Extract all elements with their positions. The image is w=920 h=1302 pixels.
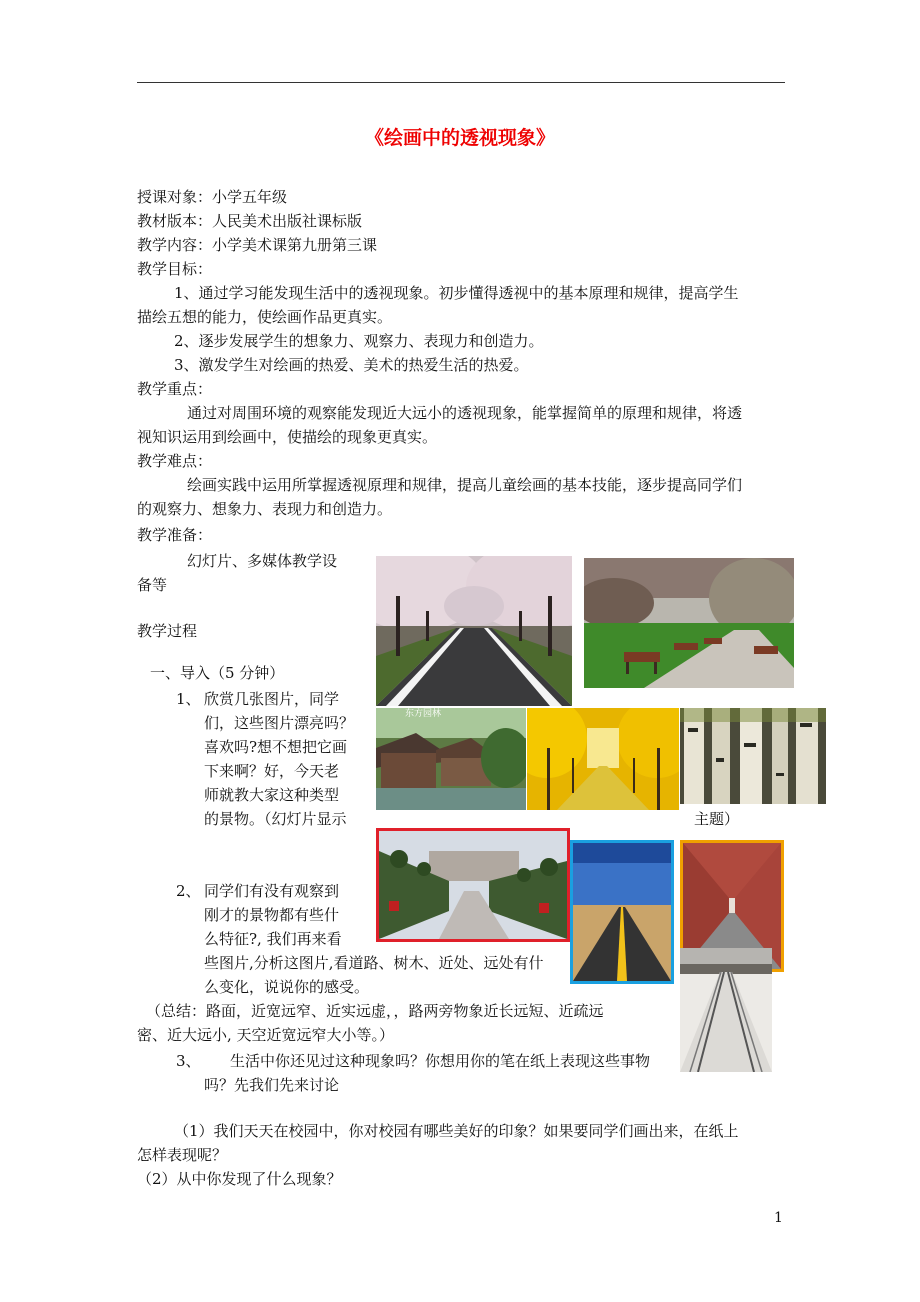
prep-line-2: 备等 — [137, 576, 168, 594]
info-audience: 授课对象：小学五年级 — [137, 188, 288, 206]
header-rule — [137, 82, 785, 83]
focus-line-1: 通过对周围环境的观察能发现近大远小的透视现象，能掌握简单的原理和规律，将透 — [187, 404, 743, 422]
prep-heading: 教学准备： — [137, 526, 213, 544]
summary-line-1: （总结：路面，近宽远窄、近实远虚，，路两旁物象近长远短、近疏远 — [146, 1002, 604, 1020]
process-heading: 教学过程 — [137, 622, 198, 640]
section-intro: 一、导入（5 分钟） — [150, 664, 285, 682]
step1-tail: 主题） — [694, 810, 740, 828]
goals-heading: 教学目标： — [137, 260, 213, 278]
photo-village — [376, 708, 526, 810]
step1-line: 欣赏几张图片，同学 — [204, 690, 340, 708]
prep-line-1: 幻灯片、多媒体教学设 — [187, 552, 338, 570]
step2-line: 些图片,分析这图片,看道路、树木、近处、远处有什 — [204, 954, 544, 972]
goal-1: 1、通过学习能发现生活中的透视现象。初步懂得透视中的基本原理和规律，提高学生 — [174, 284, 739, 302]
photo-birch-trunks — [680, 708, 826, 804]
photo-ginkgo-road — [527, 708, 679, 810]
photo-cherry-blossom-road — [376, 556, 572, 706]
page-number: 1 — [774, 1210, 783, 1226]
difficulty-line-1: 绘画实践中运用所掌握透视原理和规律，提高儿童绘画的基本技能，逐步提高同学们 — [187, 476, 743, 494]
focus-line-2: 视知识运用到绘画中，使描绘的现象更真实。 — [137, 428, 438, 446]
photo-park-benches — [584, 558, 794, 688]
step2-line: 同学们有没有观察到 — [204, 882, 340, 900]
step2-line: 么变化，说说你的感受。 — [204, 978, 370, 996]
question-2: （2）从中你发现了什么现象？ — [137, 1170, 342, 1188]
photo-village-caption: 东方园林 — [405, 709, 442, 719]
step1-num: 1、 — [176, 690, 201, 708]
step2-line: 刚才的景物都有些什 — [204, 906, 340, 924]
step1-line: 的景物。（幻灯片显示 — [204, 810, 347, 828]
step2-line: 么特征?, 我们再来看 — [204, 930, 342, 948]
step1-line: 下来啊？好，今天老 — [204, 762, 340, 780]
photo-soldiers-row — [376, 828, 570, 942]
photo-snowy-railway — [680, 948, 772, 1072]
goal-3: 3、激发学生对绘画的热爱、美术的热爱生活的热爱。 — [174, 356, 529, 374]
summary-line-2: 密、近大远小, 天空近宽远窄大小等。） — [137, 1026, 395, 1044]
photo-desert-road — [570, 840, 674, 984]
step2-num: 2、 — [176, 882, 201, 900]
focus-heading: 教学重点： — [137, 380, 213, 398]
info-content: 教学内容：小学美术课第九册第三课 — [137, 236, 378, 254]
step3-line: 吗？先我们先来讨论 — [204, 1076, 340, 1094]
question-1: （1）我们天天在校园中，你对校园有哪些美好的印象？如果要同学们画出来，在纸上 — [174, 1122, 739, 1140]
difficulty-heading: 教学难点： — [137, 452, 213, 470]
document-title: 《绘画中的透视现象》 — [364, 127, 555, 149]
step1-line: 喜欢吗?想不想把它画 — [204, 738, 348, 756]
goal-1-cont: 描绘五想的能力，使绘画作品更真实。 — [137, 308, 393, 326]
step3-line: 生活中你还见过这种现象吗？你想用你的笔在纸上表现这些事物 — [230, 1052, 651, 1070]
difficulty-line-2: 的观察力、想象力、表现力和创造力。 — [137, 500, 393, 518]
info-edition: 教材版本：人民美术出版社课标版 — [137, 212, 363, 230]
step1-line: 师就教大家这种类型 — [204, 786, 340, 804]
step3-num: 3、 — [176, 1052, 201, 1070]
goal-2: 2、逐步发展学生的想象力、观察力、表现力和创造力。 — [174, 332, 544, 350]
question-1-cont: 怎样表现呢？ — [137, 1146, 228, 1164]
step1-line: 们，这些图片漂亮吗？ — [204, 714, 355, 732]
